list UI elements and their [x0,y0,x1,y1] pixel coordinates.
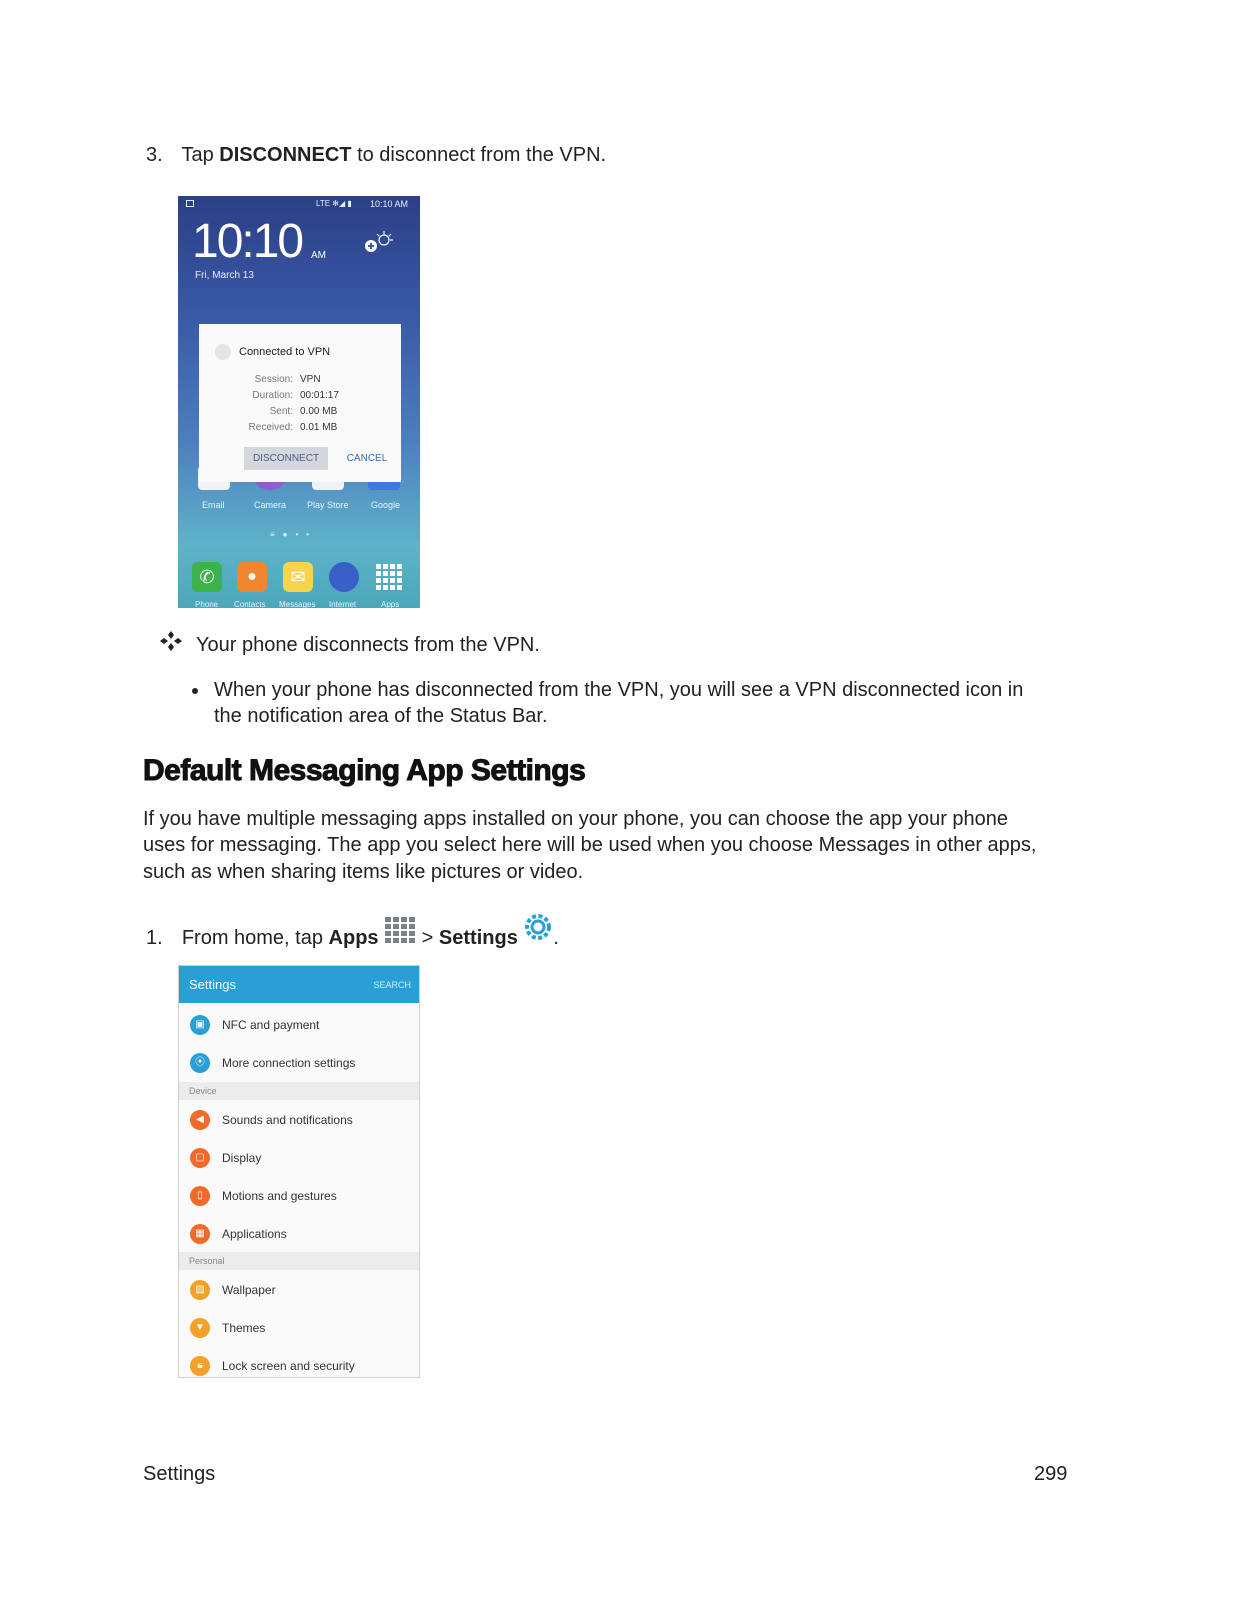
intro-line-3: such as when sharing items like pictures or video. [143,861,584,883]
settings-item-label: Lock screen and security [222,1359,355,1373]
bullet-line-1: When your phone has disconnected from the VPN, you will see a VPN disconnected icon in [214,679,1024,701]
dock-label-phone: Phone [195,600,219,608]
clock: 10:10 [192,215,303,268]
settings-item-more-connection[interactable] [179,1044,419,1082]
settings-item-applications[interactable] [179,1215,419,1253]
step-1 [146,912,559,952]
duration-label: Duration: [252,390,293,401]
internet-icon[interactable] [329,562,359,592]
date: Fri, March 13 [195,270,254,281]
settings-title: Settings [189,977,236,992]
dock-label-contacts: Contacts [234,600,266,608]
bullet-line-2: the notification area of the Status Bar. [214,705,548,727]
nfc-icon: ▣ [190,1015,210,1035]
apps-grid-icon[interactable] [374,562,404,592]
settings-item-label: NFC and payment [222,1018,320,1032]
settings-screenshot [178,965,420,1378]
session-value: VPN [300,374,321,385]
app-label-google: Google [371,500,401,510]
intro-line-2: uses for messaging. The app you select here will be used when you choose Messages in other apps, [143,834,1037,856]
dock-label-internet: Internet [329,600,357,608]
status-time: 10:10 AM [370,199,409,209]
step-end: . [553,927,559,949]
settings-gear-icon [523,912,553,942]
duration-value: 00:01:17 [300,390,339,401]
motion-icon: ▯ [190,1186,210,1206]
dock-label-apps: Apps [381,600,400,608]
page-indicator: ≡●•• [270,530,318,539]
settings-item-sounds[interactable] [179,1101,419,1139]
settings-item-label: Display [222,1151,262,1165]
footer-page-number: 299 [1034,1463,1068,1485]
weather-icon [360,228,400,258]
session-label: Session: [254,374,293,385]
settings-item-wallpaper[interactable] [179,1271,419,1309]
section-personal: Personal [179,1252,419,1270]
bullet-dot [192,688,198,694]
messages-icon[interactable]: ✉ [283,562,313,592]
settings-item-label: Sounds and notifications [222,1113,353,1127]
step-text-post: to disconnect from the VPN. [357,144,607,166]
dialog-title: Connected to VPN [239,346,331,358]
step-sep: > [421,927,434,949]
gallery-icon [186,200,194,207]
vpn-key-icon [215,344,231,360]
settings-item-lock-screen[interactable] [179,1347,419,1378]
settings-item-nfc[interactable] [179,1006,419,1044]
result-text: Your phone disconnects from the VPN. [196,634,540,656]
phone-icon[interactable]: ✆ [192,562,222,592]
settings-label: Settings [438,927,518,949]
lock-icon: 🔒︎ [190,1356,210,1376]
footer-section: Settings [143,1463,216,1485]
speaker-icon: ◀ [190,1110,210,1130]
connection-icon: ⦿ [190,1053,210,1073]
app-label-email: Email [202,500,225,510]
sent-value: 0.00 MB [300,406,338,417]
vpn-lockscreen-screenshot [178,196,420,608]
themes-icon: ▼ [190,1318,210,1338]
settings-header [179,966,419,1003]
status-bar [178,196,420,212]
step-3 [146,142,606,169]
step-number: 3. [146,144,163,166]
clock-ampm: AM [311,250,326,261]
apps-icon [384,916,416,946]
intro-line-1: If you have multiple messaging apps installed on your phone, you can choose the app your phone [143,808,1009,830]
applications-icon: ▦ [190,1224,210,1244]
section-heading: Default Messaging App Settings [143,754,586,787]
app-label-play-store: Play Store [307,500,349,510]
sent-label: Sent: [269,406,293,417]
settings-item-display[interactable] [179,1139,419,1177]
result-arrow-icon [160,630,182,652]
display-icon: ▢ [190,1148,210,1168]
step-number: 1. [146,927,163,949]
contacts-icon[interactable]: ● [237,562,267,592]
step-text-bold: DISCONNECT [219,144,352,166]
settings-item-label: Wallpaper [222,1283,276,1297]
settings-item-label: Themes [222,1321,266,1335]
settings-item-label: Motions and gestures [222,1189,337,1203]
disconnect-button[interactable]: DISCONNECT [244,447,328,470]
signal-icon: LTE ✻◢ ▮ [316,199,352,208]
settings-item-motions[interactable] [179,1177,419,1215]
cancel-button[interactable]: CANCEL [346,453,388,464]
vpn-dialog [199,324,401,482]
search-button[interactable]: SEARCH [373,980,411,990]
settings-item-label: More connection settings [222,1056,356,1070]
apps-label: Apps [328,927,379,949]
settings-item-label: Applications [222,1227,287,1241]
received-label: Received: [248,422,293,433]
settings-item-themes[interactable] [179,1309,419,1347]
section-device: Device [179,1082,419,1100]
step-text-pre: Tap [181,144,214,166]
app-label-camera: Camera [254,500,287,510]
wallpaper-icon: ▨ [190,1280,210,1300]
dock-label-messages: Messages [279,600,316,608]
step-text-pre: From home, tap [181,927,323,949]
received-value: 0.01 MB [300,422,338,433]
